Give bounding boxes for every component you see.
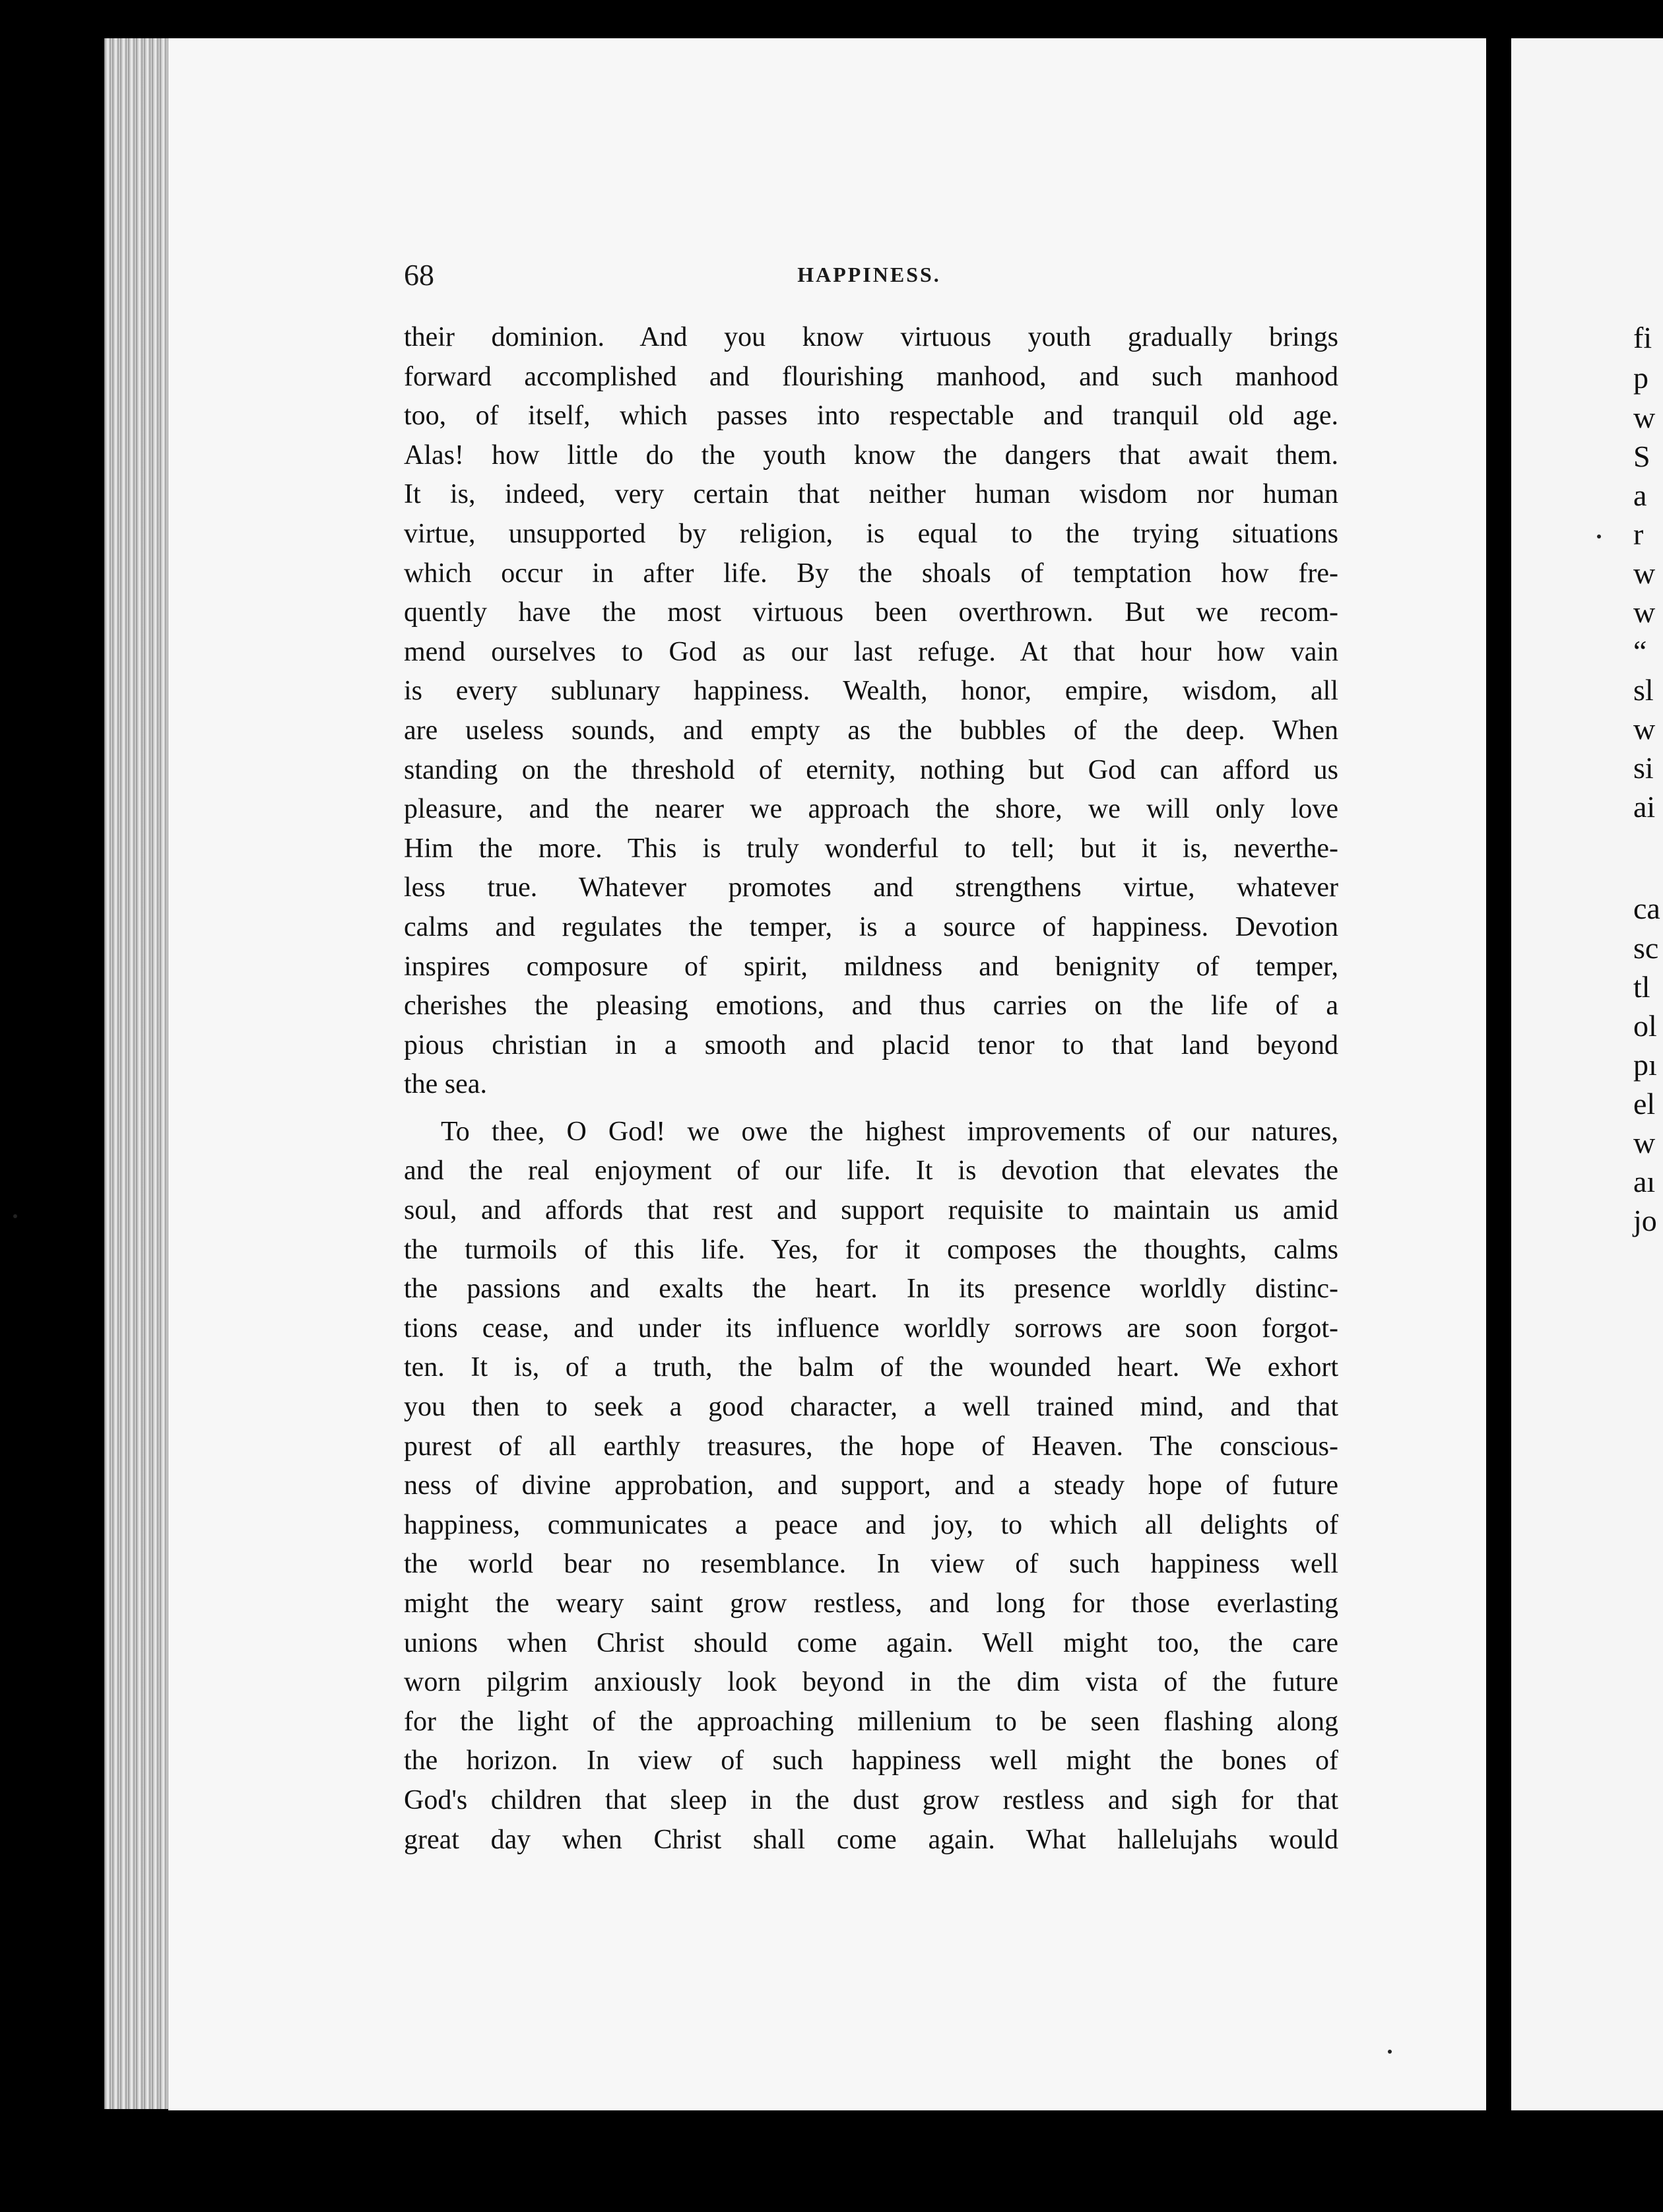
text-line: soul, and affords that rest and support requisite to maintain us amid (404, 1195, 1338, 1226)
adjacent-text-fragment: el (1633, 1087, 1656, 1121)
text-line: their dominion. And you know virtuous youth gradually brings (404, 322, 1338, 352)
scan-speck (1388, 2050, 1392, 2054)
text-line: forward accomplished and flourishing manhood, and such manhood (404, 361, 1338, 392)
text-line: tions cease, and under its influence worldly sorrows are soon forgot- (404, 1313, 1338, 1344)
adjacent-text-fragment: fi (1633, 321, 1652, 354)
adjacent-text-fragment: jo (1633, 1204, 1657, 1237)
adjacent-text-fragment: tl (1633, 970, 1650, 1004)
book-edge (104, 38, 177, 2109)
adjacent-text-fragment: sl (1633, 673, 1654, 707)
adjacent-text-fragment: sc (1633, 931, 1659, 965)
text-line: great day when Christ shall come again. What hallelujahs would (404, 1824, 1338, 1855)
body-text (404, 318, 1338, 1860)
adjacent-text-fragment: “ (1633, 634, 1647, 668)
text-line: pleasure, and the nearer we approach the shore, we will only love (404, 794, 1338, 825)
text-line: To thee, O God! we owe the highest improvements of our natures, (441, 1116, 1338, 1147)
paragraph (404, 1113, 1338, 1860)
text-line: ness of divine approbation, and support, and a steady hope of future (404, 1470, 1338, 1501)
text-line: Him the more. This is truly wonderful to tell; but it is, neverthe- (404, 833, 1338, 864)
text-line: the passions and exalts the heart. In its presence worldly distinc- (404, 1274, 1338, 1305)
text-line: It is, indeed, very certain that neither human wisdom nor human (404, 479, 1338, 510)
text-line: for the light of the approaching millenium to be seen flashing along (404, 1706, 1338, 1737)
text-line: inspires composure of spirit, mildness and benignity of temper, (404, 951, 1338, 982)
adjacent-text-fragment: ca (1633, 892, 1660, 925)
text-line: the sea. (404, 1069, 487, 1100)
text-line: mend ourselves to God as our last refuge. At that hour how vain (404, 636, 1338, 667)
page-number: 68 (404, 258, 434, 292)
adjacent-text-fragment: w (1633, 712, 1656, 746)
text-line: standing on the threshold of eternity, nothing but God can afford us (404, 754, 1338, 785)
adjacent-text-fragment: w (1633, 595, 1656, 629)
adjacent-text-fragment: p (1633, 361, 1648, 395)
text-line: pious christian in a smooth and placid tenor to that land beyond (404, 1029, 1338, 1060)
text-line: which occur in after life. By the shoals of temptation how fre- (404, 558, 1338, 589)
paragraph (404, 318, 1338, 1105)
adjacent-text-fragment: ol (1633, 1009, 1657, 1043)
adjacent-text-fragment: aı (1633, 1165, 1656, 1198)
text-line: cherishes the pleasing emotions, and thus carries on the life of a (404, 991, 1338, 1022)
text-line: quently have the most virtuous been overthrown. But we recom- (404, 597, 1338, 628)
text-line: worn pilgrim anxiously look beyond in the dim vista of the future (404, 1667, 1338, 1698)
text-line: too, of itself, which passes into respectable and tranquil old age. (404, 401, 1338, 432)
adjacent-text-fragment: si (1633, 751, 1654, 785)
page-header (404, 257, 1334, 297)
adjacent-text-fragment: r (1633, 517, 1644, 551)
text-line: less true. Whatever promotes and strengthens virtue, whatever (404, 872, 1338, 903)
text-line: ten. It is, of a truth, the balm of the wounded heart. We exhort (404, 1352, 1338, 1383)
text-line: the horizon. In view of such happiness well might the bones of (404, 1745, 1338, 1776)
text-line: calms and regulates the temper, is a source of happiness. Devotion (404, 911, 1338, 942)
adjacent-text-fragment: a (1633, 478, 1647, 512)
text-line: Alas! how little do the youth know the dangers that await them. (404, 439, 1338, 471)
text-line: purest of all earthly treasures, the hope of Heaven. The conscious- (404, 1431, 1338, 1462)
text-line: is every sublunary happiness. Wealth, honor, empire, wisdom, all (404, 676, 1338, 707)
text-line: the world bear no resemblance. In view of such happiness well (404, 1549, 1338, 1580)
text-line: happiness, communicates a peace and joy, to which all delights of (404, 1509, 1338, 1540)
adjacent-text-fragment: w (1633, 556, 1656, 590)
adjacent-text-fragment: ai (1633, 790, 1656, 824)
running-title: HAPPINESS. (797, 263, 941, 286)
adjacent-text-fragment: w (1633, 401, 1656, 434)
text-line: unions when Christ should come again. Well might too, the care (404, 1627, 1338, 1658)
text-line: you then to seek a good character, a well trained mind, and that (404, 1392, 1338, 1423)
adjacent-page (1511, 38, 1663, 2110)
text-line: are useless sounds, and empty as the bubbles of the deep. When (404, 715, 1338, 746)
scan-speck (1597, 535, 1601, 538)
text-line: the turmoils of this life. Yes, for it composes the thoughts, calms (404, 1234, 1338, 1265)
text-line: virtue, unsupported by religion, is equal to the trying situations (404, 518, 1338, 549)
scan-speck (13, 1214, 17, 1218)
adjacent-text-fragment: S (1633, 439, 1650, 473)
text-line: and the real enjoyment of our life. It is devotion that elevates the (404, 1155, 1338, 1187)
text-line: God's children that sleep in the dust grow restless and sigh for that (404, 1784, 1338, 1815)
adjacent-text-fragment: pı (1633, 1048, 1657, 1082)
adjacent-text-fragment: w (1633, 1126, 1656, 1159)
text-line: might the weary saint grow restless, and long for those everlasting (404, 1588, 1338, 1619)
